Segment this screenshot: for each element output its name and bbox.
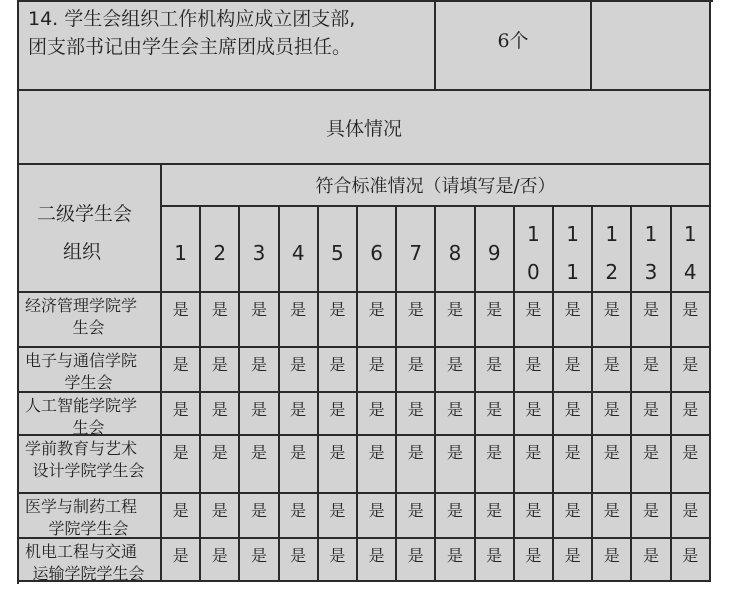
criterion-number: 7 <box>409 241 423 265</box>
compliance-value-cell: 是 <box>201 539 240 582</box>
compliance-value-cell: 是 <box>397 436 436 494</box>
org-header-cell <box>19 165 162 293</box>
compliance-header: 符合标准情况（请填写是/否） <box>315 176 556 197</box>
compliance-value-cell: 是 <box>397 494 436 539</box>
compliance-value-cell: 是 <box>319 348 358 393</box>
org-name-cell <box>19 293 162 348</box>
criterion-number: 4 <box>291 241 305 265</box>
item-description-cell <box>19 0 436 91</box>
item-line-2: 团支部书记由学生会主席团成员担任。 <box>28 36 352 58</box>
compliance-value-cell: 是 <box>593 494 632 539</box>
org-name-cell <box>19 539 162 582</box>
compliance-header-cell <box>162 165 711 207</box>
compliance-value-cell: 是 <box>397 348 436 393</box>
org-name-cell <box>19 348 162 393</box>
criterion-header-12 <box>593 207 632 293</box>
compliance-value-cell: 是 <box>240 494 279 539</box>
compliance-value-cell: 是 <box>672 393 711 436</box>
compliance-value-cell: 是 <box>201 348 240 393</box>
criterion-number: 1 <box>174 241 187 265</box>
compliance-value-cell: 是 <box>554 539 593 582</box>
org-header-line-2: 组织 <box>63 241 102 263</box>
compliance-value-cell: 是 <box>397 293 436 348</box>
compliance-table <box>19 0 711 582</box>
compliance-value-cell: 是 <box>632 348 671 393</box>
compliance-value-cell: 是 <box>201 494 240 539</box>
criterion-header-10 <box>515 207 554 293</box>
compliance-value-cell: 是 <box>280 348 319 393</box>
compliance-value-cell: 是 <box>593 436 632 494</box>
compliance-value-cell: 是 <box>162 436 201 494</box>
criterion-number: 3 <box>252 241 266 265</box>
table-top-border <box>17 0 713 2</box>
compliance-value-cell: 是 <box>280 436 319 494</box>
compliance-value-cell: 是 <box>476 494 515 539</box>
criterion-number: 6 <box>370 241 383 265</box>
criterion-number: 8 <box>448 241 462 265</box>
criterion-header-13 <box>632 207 671 293</box>
compliance-value-cell: 是 <box>672 539 711 582</box>
compliance-value-cell: 是 <box>554 348 593 393</box>
criterion-number: 9 <box>487 241 501 265</box>
criterion-header-5 <box>319 207 358 293</box>
compliance-value-cell: 是 <box>632 393 671 436</box>
compliance-value-cell: 是 <box>436 436 475 494</box>
org-header <box>37 195 132 271</box>
org-name-line-1: 经济管理学院学 <box>25 296 138 315</box>
org-name-line-2: 学生会 <box>64 373 113 392</box>
criterion-header-11 <box>554 207 593 293</box>
compliance-value-cell: 是 <box>476 293 515 348</box>
org-name-cell <box>19 393 162 436</box>
section-title-cell <box>19 91 711 165</box>
compliance-value-cell: 是 <box>515 393 554 436</box>
compliance-value-cell: 是 <box>593 293 632 348</box>
org-name-line-1: 电子与通信学院 <box>25 351 138 370</box>
compliance-value-cell: 是 <box>436 293 475 348</box>
compliance-value-cell: 是 <box>280 539 319 582</box>
compliance-value-cell: 是 <box>672 293 711 348</box>
compliance-value-cell: 是 <box>436 348 475 393</box>
compliance-value-cell: 是 <box>201 393 240 436</box>
compliance-value-cell: 是 <box>358 494 397 539</box>
compliance-value-cell: 是 <box>476 348 515 393</box>
compliance-value-cell: 是 <box>319 436 358 494</box>
compliance-value-cell: 是 <box>358 348 397 393</box>
criterion-header-1 <box>162 207 201 293</box>
compliance-value-cell: 是 <box>515 539 554 582</box>
compliance-value-cell: 是 <box>162 393 201 436</box>
compliance-value-cell: 是 <box>436 539 475 582</box>
org-name-line-1: 学前教育与艺术 <box>25 439 138 458</box>
org-name-line-2: 设计学院学生会 <box>32 461 145 480</box>
criterion-header-4 <box>280 207 319 293</box>
compliance-value-cell: 是 <box>554 436 593 494</box>
compliance-value-cell: 是 <box>162 293 201 348</box>
compliance-value-cell: 是 <box>632 539 671 582</box>
compliance-value-cell: 是 <box>476 436 515 494</box>
compliance-value-cell: 是 <box>476 539 515 582</box>
compliance-value-cell: 是 <box>240 293 279 348</box>
compliance-value-cell: 是 <box>593 539 632 582</box>
section-title: 具体情况 <box>325 117 402 140</box>
compliance-value-cell: 是 <box>672 436 711 494</box>
compliance-value-cell: 是 <box>319 494 358 539</box>
item-count: 6个 <box>497 30 529 52</box>
org-name-line-2: 生会 <box>72 318 105 337</box>
compliance-value-cell: 是 <box>515 293 554 348</box>
criterion-number: 13 <box>644 222 658 284</box>
org-name-cell <box>19 436 162 494</box>
item-description <box>28 5 355 61</box>
compliance-value-cell: 是 <box>280 293 319 348</box>
item-line-1: 14. 学生会组织工作机构应成立团支部, <box>28 8 356 30</box>
compliance-value-cell: 是 <box>672 348 711 393</box>
compliance-value-cell: 是 <box>240 348 279 393</box>
compliance-value-cell: 是 <box>162 494 201 539</box>
compliance-value-cell: 是 <box>358 539 397 582</box>
compliance-value-cell: 是 <box>632 494 671 539</box>
compliance-value-cell: 是 <box>358 436 397 494</box>
criterion-header-8 <box>436 207 475 293</box>
compliance-value-cell: 是 <box>240 436 279 494</box>
compliance-value-cell: 是 <box>162 348 201 393</box>
criterion-header-9 <box>476 207 515 293</box>
criterion-number: 5 <box>331 241 344 265</box>
compliance-value-cell: 是 <box>515 494 554 539</box>
compliance-value-cell: 是 <box>397 393 436 436</box>
criterion-header-6 <box>358 207 397 293</box>
criterion-number: 14 <box>683 222 697 284</box>
compliance-value-cell: 是 <box>201 436 240 494</box>
org-name-cell <box>19 494 162 539</box>
org-name-line-2: 学院学生会 <box>48 519 129 538</box>
item-count-cell <box>436 0 592 91</box>
compliance-value-cell: 是 <box>436 494 475 539</box>
criterion-header-7 <box>397 207 436 293</box>
compliance-value-cell: 是 <box>554 393 593 436</box>
compliance-value-cell: 是 <box>240 393 279 436</box>
compliance-value-cell: 是 <box>319 393 358 436</box>
org-name-line-2: 运输学院学生会 <box>32 564 145 583</box>
criterion-header-2 <box>201 207 240 293</box>
criterion-number: 2 <box>213 241 227 265</box>
table-left-border <box>17 0 19 584</box>
compliance-value-cell: 是 <box>593 348 632 393</box>
compliance-value-cell: 是 <box>593 393 632 436</box>
compliance-value-cell: 是 <box>280 393 319 436</box>
org-header-line-1: 二级学生会 <box>37 203 133 225</box>
compliance-value-cell: 是 <box>240 539 279 582</box>
org-name-line-1: 机电工程与交通 <box>25 542 138 561</box>
compliance-value-cell: 是 <box>554 293 593 348</box>
org-name-line-1: 医学与制药工程 <box>25 497 138 516</box>
criterion-header-14 <box>672 207 711 293</box>
compliance-value-cell: 是 <box>632 293 671 348</box>
compliance-value-cell: 是 <box>201 293 240 348</box>
item-empty-cell <box>592 0 711 91</box>
criterion-number: 12 <box>605 222 619 284</box>
compliance-value-cell: 是 <box>319 293 358 348</box>
compliance-value-cell: 是 <box>515 348 554 393</box>
criterion-header-3 <box>240 207 279 293</box>
compliance-value-cell: 是 <box>358 293 397 348</box>
compliance-value-cell: 是 <box>436 393 475 436</box>
compliance-value-cell: 是 <box>672 494 711 539</box>
compliance-value-cell: 是 <box>515 436 554 494</box>
compliance-value-cell: 是 <box>632 436 671 494</box>
compliance-value-cell: 是 <box>162 539 201 582</box>
compliance-value-cell: 是 <box>397 539 436 582</box>
org-name-line-1: 人工智能学院学 <box>25 396 138 415</box>
org-name-line-2: 生会 <box>72 418 105 437</box>
criterion-number: 11 <box>566 222 579 284</box>
compliance-value-cell: 是 <box>554 494 593 539</box>
compliance-value-cell: 是 <box>319 539 358 582</box>
compliance-value-cell: 是 <box>358 393 397 436</box>
compliance-value-cell: 是 <box>476 393 515 436</box>
criterion-number: 10 <box>527 222 540 284</box>
compliance-value-cell: 是 <box>280 494 319 539</box>
